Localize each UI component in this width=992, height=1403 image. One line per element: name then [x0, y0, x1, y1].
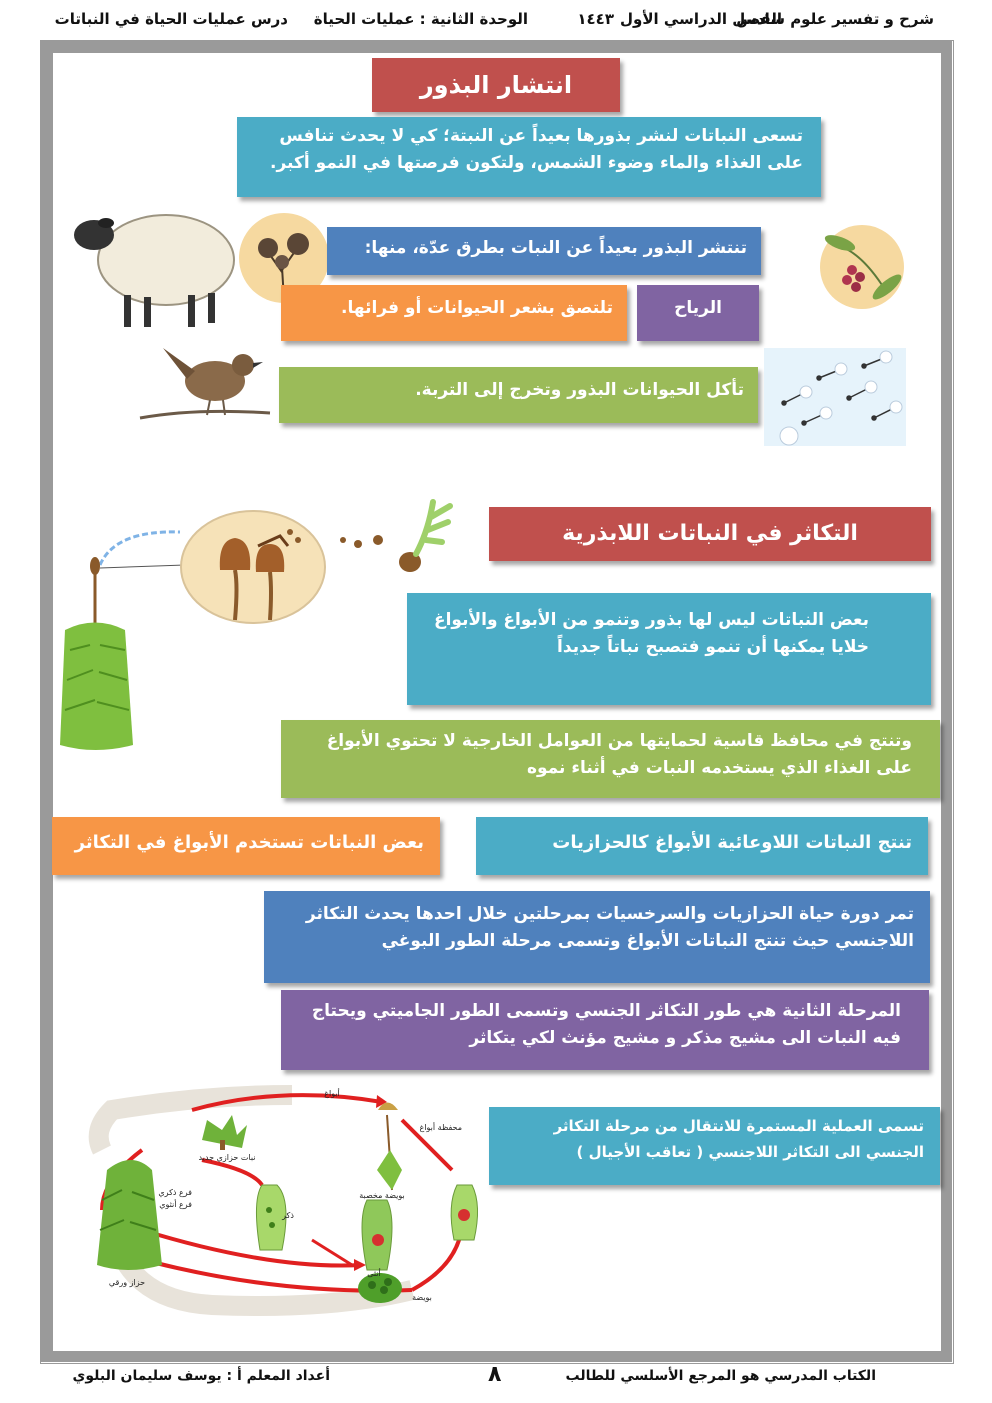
nonvascular-mosses: تنتج النباتات اللاوعائية الأبواغ كالحزازيات [476, 817, 928, 875]
label-egg: بويضة [412, 1293, 432, 1302]
label-male-branch: فرع ذكري [158, 1188, 192, 1197]
label-male: ذكر [282, 1211, 294, 1220]
wren-bird-icon [135, 343, 275, 428]
label-moss: حزاز ورقي [108, 1278, 146, 1287]
dispersal-by-wind: الرياح [637, 285, 759, 341]
spore-cases-explanation: وتنتج في محافظ قاسية لحمايتها من العوامل الخارجية لا تحتوي الأبواغ على الغذاء الذي يستخدمه النبات في أثناء نموه [281, 720, 940, 798]
moss-plant-icon [55, 520, 175, 755]
some-plants-use-spores: بعض النباتات تستخدم الأبواغ في التكاثر [52, 817, 440, 875]
sheep-icon [66, 195, 236, 335]
dispersal-methods-heading: تنتشر البذور بعيداً عن النبات بطرق عدّة، منها: [327, 227, 761, 275]
header-unit: الوحدة الثانية : عمليات الحياة [313, 10, 528, 28]
gametophyte-stage: المرحلة الثانية هي طور التكاثر الجنسي وتسمى الطور الجاميتي ويحتاج فيه النبات الى مشيج مذكر و مشيج مؤنث لكي يتكاثر [281, 990, 929, 1070]
seedless-reproduction-title: التكاثر في النباتات اللابذرية [489, 507, 931, 561]
header-book: شرح و تفسير علوم سادس [736, 10, 934, 28]
alternation-of-generations: تسمى العملية المستمرة للانتقال من مرحلة التكاثر الجنسي الى التكاثر اللاجنسي ( تعاقب الأجيال ) [489, 1107, 940, 1185]
header-lesson: درس عمليات الحياة في النباتات [54, 10, 288, 28]
seed-dispersal-title: انتشار البذور [372, 58, 620, 112]
frame-band-top [40, 40, 952, 52]
label-capsule: محفظة أبواغ [419, 1123, 462, 1132]
label-spores: أبواغ [324, 1089, 340, 1098]
spores-explanation: بعض النباتات ليس لها بذور وتنمو من الأبواغ والأبواغ خلايا يمكنها أن تنمو فتصبح نباتاً جديداً [407, 593, 931, 705]
moss-life-cycle-icon [82, 1090, 486, 1308]
sporophyte-stage: تمر دورة حياة الحزازيات والسرخسيات بمرحلتين خلال احدها يحدث التكاثر اللاجنسي حيث تنتج النباتات الأبواغ وتسمى مرحلة الطور البوغي [264, 891, 930, 983]
footer-note: الكتاب المدرسي هو المرجع الأسلسي للطالب [565, 1368, 876, 1384]
header-year: ١٤٤٣ [577, 10, 614, 28]
page-number: ٨ [488, 1362, 502, 1387]
dispersal-by-animal-fur: تلتصق بشعر الحيوانات أو فرائها. [281, 285, 627, 341]
berries-icon [812, 215, 912, 319]
header-term: الفصل الدراسي الأول [620, 10, 782, 28]
germinating-spore-icon [338, 492, 468, 577]
label-fertilized-egg: بويضة مخصبة [359, 1191, 405, 1200]
seed-dispersal-intro: تسعى النباتات لنشر بذورها بعيداً عن النبتة؛ كي لا يحدث تنافس على الغذاء والماء وضوء الشمس، ولتكون فرصتها في النمو أكبر. [237, 117, 821, 197]
spore-capsules-icon [180, 510, 326, 624]
label-female: أنثى [367, 1269, 381, 1278]
dandelion-seeds-icon [764, 348, 906, 446]
label-new-moss: نبات حزازي جديد [198, 1153, 256, 1162]
footer-teacher: أعداد المعلم أ : يوسف سليمان البلوي [72, 1368, 330, 1384]
frame-band-left [40, 40, 52, 1362]
label-female-branch: فرع أنثوي [159, 1200, 192, 1209]
dispersal-by-eating: تأكل الحيوانات البذور وتخرج إلى التربة. [279, 367, 758, 423]
